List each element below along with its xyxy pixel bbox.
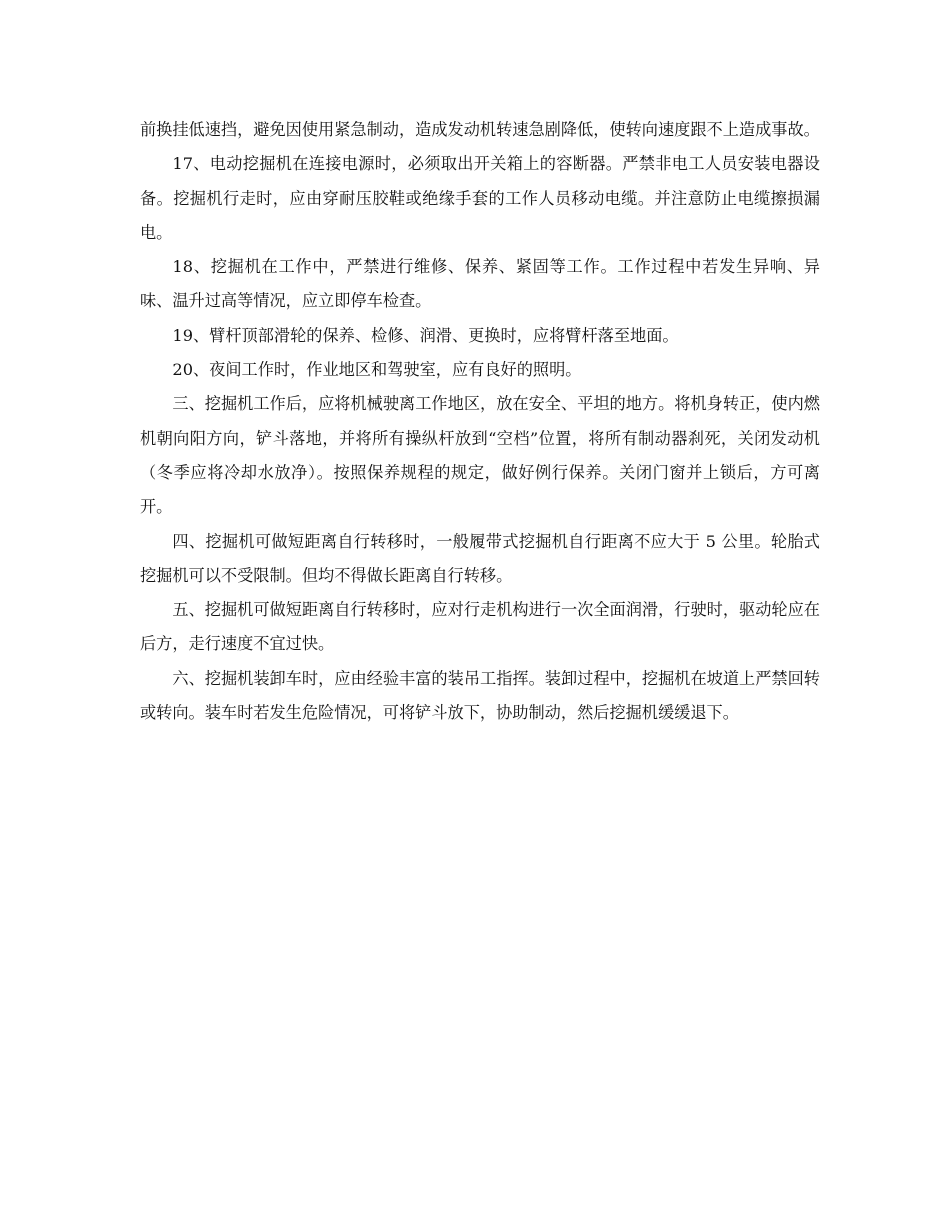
paragraph-item-18: 18、挖掘机在工作中，严禁进行维修、保养、紧固等工作。工作过程中若发生异响、异味、温升过高等情况，应立即停车检查。 xyxy=(140,257,820,311)
paragraph-section-4: 四、挖掘机可做短距离自行转移时，一般履带式挖掘机自行距离不应大于 5 公里。轮胎式挖掘机可以不受限制。但均不得做长距离自行转移。 xyxy=(140,531,820,585)
paragraph-section-5: 五、挖掘机可做短距离自行转移时，应对行走机构进行一次全面润滑，行驶时，驱动轮应在后方，走行速度不宜过快。 xyxy=(140,600,820,654)
paragraph-continuation: 前换挂低速挡，避免因使用紧急制动，造成发动机转速急剧降低，使转向速度跟不上造成事故。 xyxy=(140,120,820,139)
paragraph-item-20: 20、夜间工作时，作业地区和驾驶室，应有良好的照明。 xyxy=(172,360,582,380)
paragraph-item-17: 17、电动挖掘机在连接电源时，必须取出开关箱上的容断器。严禁非电工人员安装电器设备。挖掘机行走时，应由穿耐压胶鞋或绝缘手套的工作人员移动电缆。并注意防止电缆擦损漏电。 xyxy=(140,154,820,242)
paragraph-section-3: 三、挖掘机工作后，应将机械驶离工作地区，放在安全、平坦的地方。将机身转正，使内燃机朝向阳方向，铲斗落地，并将所有操纵杆放到“空档”位置，将所有制动器刹死，关闭发动机（冬季应将冷却水放净）。按照保养规程的规定，做好例行保养。关闭门窗并上锁后，方可离开。 xyxy=(140,394,820,517)
paragraph-section-6: 六、挖掘机装卸车时，应由经验丰富的装吊工指挥。装卸过程中，挖掘机在坡道上严禁回转或转向。装车时若发生危险情况，可将铲斗放下，协助制动，然后挖掘机缓缓退下。 xyxy=(140,668,820,723)
paragraph-item-19: 19、臂杆顶部滑轮的保养、检修、润滑、更换时，应将臂杆落至地面。 xyxy=(172,325,679,345)
document-body xyxy=(140,113,820,730)
